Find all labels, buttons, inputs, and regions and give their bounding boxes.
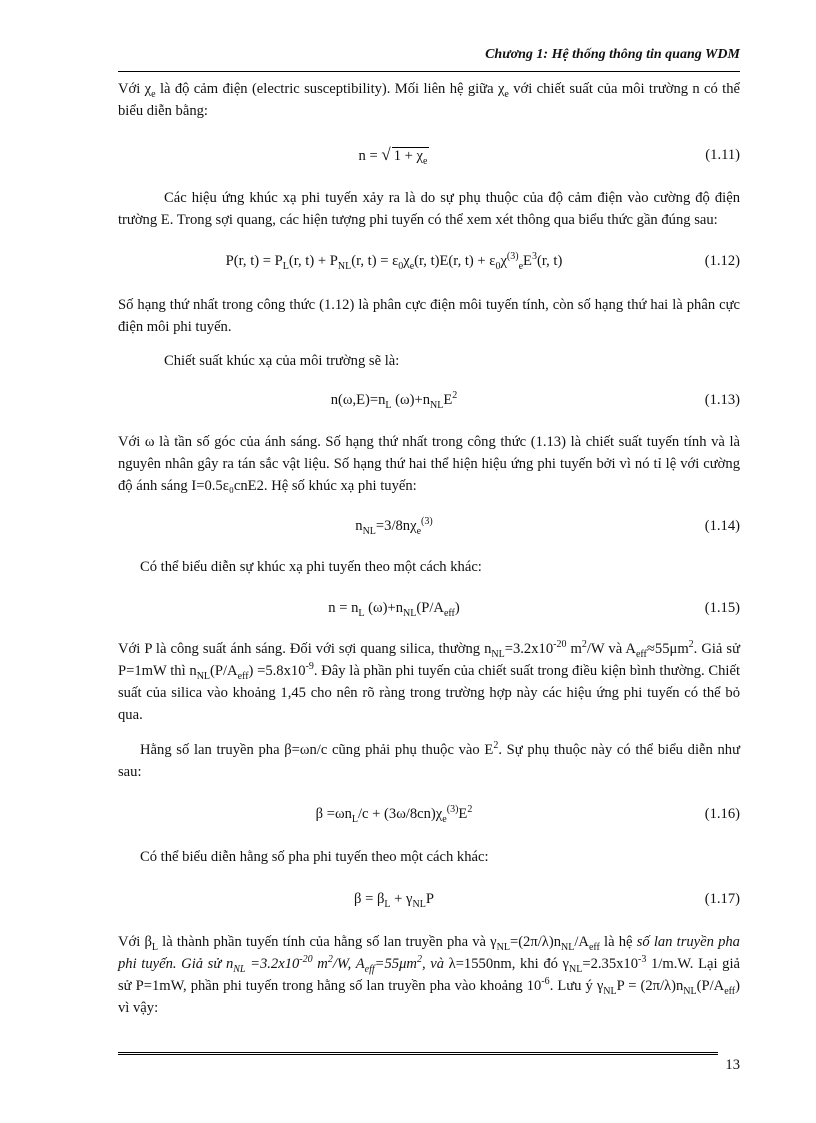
equation-number: (1.15) bbox=[704, 600, 740, 616]
paragraph: Số hạng thứ nhất trong công thức (1.12) là phân cực điện môi tuyến tính, còn số hạng thứ hai là phân cực điện môi phi tuyến. bbox=[118, 297, 740, 335]
paragraph: Với $\chi_e$ là độ cảm điện (electric susceptibility). Mối liên hệ giữa $\chi_e$ với chiết suất của môi trường n có thể biểu diễn bằng: bbox=[118, 81, 741, 119]
paragraph: Hằng số lan truyền pha β=ωn/c cũng phải phụ thuộc vào $E^2$. Sự phụ thuộc này có thể biểu diễn như sau: bbox=[118, 740, 740, 780]
page-number: 13 bbox=[725, 1057, 740, 1073]
equation-number: (1.16) bbox=[704, 806, 740, 822]
paragraph: Có thể biểu diễn hằng số pha phi tuyến theo một cách khác: bbox=[140, 849, 489, 865]
equation-1-11: n = √ $1 + \chi_e$ (1.11) bbox=[358, 145, 740, 167]
equation-number: (1.11) bbox=[705, 147, 740, 163]
chapter-header: Chương 1: Hệ thống thông tin quang WDM bbox=[485, 47, 740, 62]
paragraph: Với ω là tần số góc của ánh sáng. Số hạng thứ nhất trong công thức (1.13) là chiết suất tuyến tính và là nguyên nhân gây ra tán sắc vật liệu. Số hạng thứ hai thể hiện hiệu ứng phi tuyến bởi vì nó tỉ lệ với cường độ ánh sáng I=0.5ε₀cnE2. Hệ số khúc xạ phi tuyến: bbox=[118, 434, 740, 494]
equation-1-16: $\beta =\omega n_L/c + (3\omega/8cn)\chi_e^{(3)}E^2$ (1.16) bbox=[315, 804, 740, 825]
header-rule bbox=[118, 71, 740, 72]
equation-1-12: P(r, $t) = P_L(r$, $t) + P_{NL}(r$, $t) = \varepsilon_0\chi_e(r$, t)E(r, $t) + \varepsilon_0\chi^{(3)}_eE^3(r$, t) (1.12) bbox=[225, 251, 740, 272]
equation-1-14: $n_{NL}=3/8n\chi_e^{(3)}$ (1.14) bbox=[355, 516, 740, 537]
paragraph: Có thể biểu diễn sự khúc xạ phi tuyến theo một cách khác: bbox=[140, 559, 482, 575]
paragraph: Với P là công suất ánh sáng. Đối với sợi quang silica, thường $n_{NL}=3.2x10^{-20}$ $m^2/W$ và $A_{eff}\approx 55\mu m^2$. Giả sử P=1mW thì $n_{NL}(P/A_{eff}) =5.8x10^{-9}$. Đây là phần phi tuyến của chiết suất trong điều kiện bình thường. Chiết suất của silica vào khoảng 1,45 cho nên rõ ràng trong trường hợp này các hiệu ứng phi tuyến có thể bỏ qua. bbox=[118, 639, 741, 723]
paragraph: Với $\beta_L$ là thành phần tuyến tính của hằng số lan truyền pha và $\gamma_{NL}=(2\pi/\lambda)n_{NL}/A_{eff}$ là hệ số lan truyền pha phi tuyến. Giả sử $n_{NL} =3.2x10^{-20}$ $m^2/W$, $A_{eff}=55\mu m^2$, và λ=1550nm, khi đó $\gamma_{NL}=2.35x10^{-3}$ 1/m.W. Lại giả sử P=1mW, phần phi tuyến trong hằng số lan truyền pha vào khoảng $10^{-6}$. Lưu ý $\gamma_{NL}P = (2\pi/\lambda)n_{NL}(P/A_{eff})$ vì vậy: bbox=[118, 934, 740, 1016]
paragraph: Các hiệu ứng khúc xạ phi tuyến xảy ra là do sự phụ thuộc của độ cảm điện vào cường độ điện trường E. Trong sợi quang, các hiện tượng phi tuyến có thể xem xét thông qua biểu thức gần đúng sau: bbox=[118, 190, 740, 228]
footer-rule bbox=[118, 1052, 718, 1055]
equation-1-13: $n(\omega,E)=n_L$ $(\omega)+n_{NL}E^2$ (1.13) bbox=[330, 390, 740, 411]
equation-number: (1.17) bbox=[704, 891, 740, 907]
equation-number: (1.14) bbox=[704, 518, 740, 534]
paragraph: Chiết suất khúc xạ của môi trường sẽ là: bbox=[164, 353, 400, 369]
equation-number: (1.13) bbox=[704, 392, 740, 408]
page-body bbox=[118, 78, 740, 1019]
equation-1-17: $\beta = \beta_L + \gamma_{NL}P$ (1.17) bbox=[118, 888, 740, 910]
equation-number: (1.12) bbox=[704, 253, 740, 269]
equation-1-15: $n = n_L$ $(\omega)+n_{NL}(P/A_{eff})$ (1.15) bbox=[118, 597, 740, 619]
